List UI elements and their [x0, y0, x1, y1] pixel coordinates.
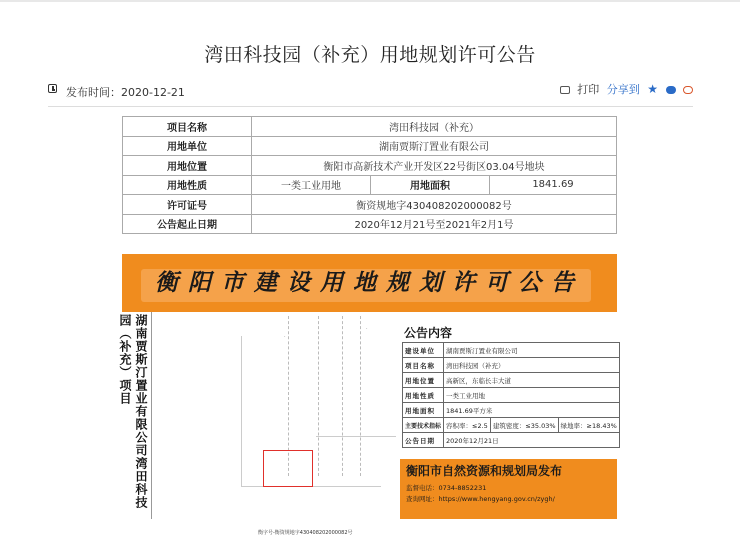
table-row [123, 214, 617, 234]
ann-key: 建设单位 [403, 343, 444, 358]
ann-value: 一类工业用地 [444, 388, 620, 403]
table-row [123, 136, 617, 156]
announcement-table [402, 342, 620, 448]
share-link[interactable]: 分享到 [606, 83, 640, 96]
info-table [122, 116, 617, 234]
row-value: 湖南贾斯汀置业有限公司 [252, 136, 617, 156]
ann-value: 湖南贾斯汀置业有限公司 [444, 343, 620, 358]
ann-value: 容积率：≤2.5 [444, 418, 491, 433]
row-key: 用地单位 [123, 136, 252, 156]
star-icon[interactable]: ★ [647, 82, 658, 96]
ann-key: 公告日期 [403, 433, 444, 448]
table-row [123, 195, 617, 215]
ann-value: 1841.69平方米 [444, 403, 620, 418]
publisher-name: 衡阳市自然资源和规划局发布 [406, 464, 563, 478]
share-tools [556, 81, 693, 97]
ann-value: 绿地率：≥18.43% [558, 418, 619, 433]
site-plan-map: · · 衡字号-衡资规地字430408202000082号 [166, 316, 416, 516]
top-divider [0, 0, 740, 2]
publisher-phone: 监督电话：0734-8852231 [406, 484, 487, 492]
clock-icon [48, 84, 57, 93]
land-parcel-outline [263, 450, 313, 487]
poster-divider [151, 312, 152, 519]
print-link[interactable]: 打印 [577, 83, 600, 96]
announcement-title: 公告内容 [404, 326, 453, 340]
row-key: 公告起止日期 [123, 214, 252, 234]
publish-label: 发布时间： [66, 86, 121, 99]
row-value: 2020年12月21号至2021年2月1号 [252, 214, 617, 234]
wechat-icon[interactable] [666, 86, 676, 94]
meta-bar [48, 84, 693, 102]
publisher-site: 查询网址：https://www.hengyang.gov.cn/zygh/ [406, 495, 555, 503]
publisher-box [400, 459, 617, 519]
table-row [403, 343, 620, 358]
notice-poster-image [118, 254, 617, 536]
table-row [123, 175, 617, 195]
ann-key: 用地位置 [403, 373, 444, 388]
row-value: 1841.69 [490, 175, 617, 195]
row-value: 衡资规地字430408202000082号 [252, 195, 617, 215]
row-key: 用地面积 [371, 175, 490, 195]
row-key: 用地性质 [123, 175, 252, 195]
ann-value: 2020年12月21日 [444, 433, 620, 448]
table-row [403, 388, 620, 403]
row-value: 一类工业用地 [252, 175, 371, 195]
table-row [403, 433, 620, 448]
row-key: 许可证号 [123, 195, 252, 215]
ann-key: 用地面积 [403, 403, 444, 418]
map-caption: 衡字号-衡资规地字430408202000082号 [258, 530, 353, 536]
publish-date [66, 84, 185, 100]
table-row [403, 358, 620, 373]
table-row [403, 403, 620, 418]
table-row [403, 373, 620, 388]
row-key: 项目名称 [123, 117, 252, 137]
poster-banner [122, 254, 617, 312]
table-row [123, 117, 617, 137]
ann-key: 用地性质 [403, 388, 444, 403]
weibo-icon[interactable] [683, 86, 693, 94]
row-value: 衡阳市高新技术产业开发区22号街区03.04号地块 [252, 156, 617, 176]
printer-icon[interactable] [560, 86, 570, 94]
ann-key: 主要技术指标 [403, 418, 444, 433]
poster-vertical-title: 湖南贾斯汀置业有限公司湾田科技园（补充）项目 [118, 314, 148, 509]
header-divider [48, 106, 693, 107]
ann-value: 湾田科技园（补充） [444, 358, 620, 373]
publish-date-value: 2020-12-21 [121, 86, 185, 99]
poster-banner-title: 衡阳市建设用地规划许可公告 [155, 269, 584, 296]
page-title: 湾田科技园（补充）用地规划许可公告 [204, 44, 536, 66]
ann-key: 项目名称 [403, 358, 444, 373]
row-value: 湾田科技园（补充） [252, 117, 617, 137]
ann-value: 建筑密度：≤35.03% [490, 418, 558, 433]
table-row [123, 156, 617, 176]
row-key: 用地位置 [123, 156, 252, 176]
ann-value: 高新区，东临长丰大道 [444, 373, 620, 388]
table-row [403, 418, 620, 433]
